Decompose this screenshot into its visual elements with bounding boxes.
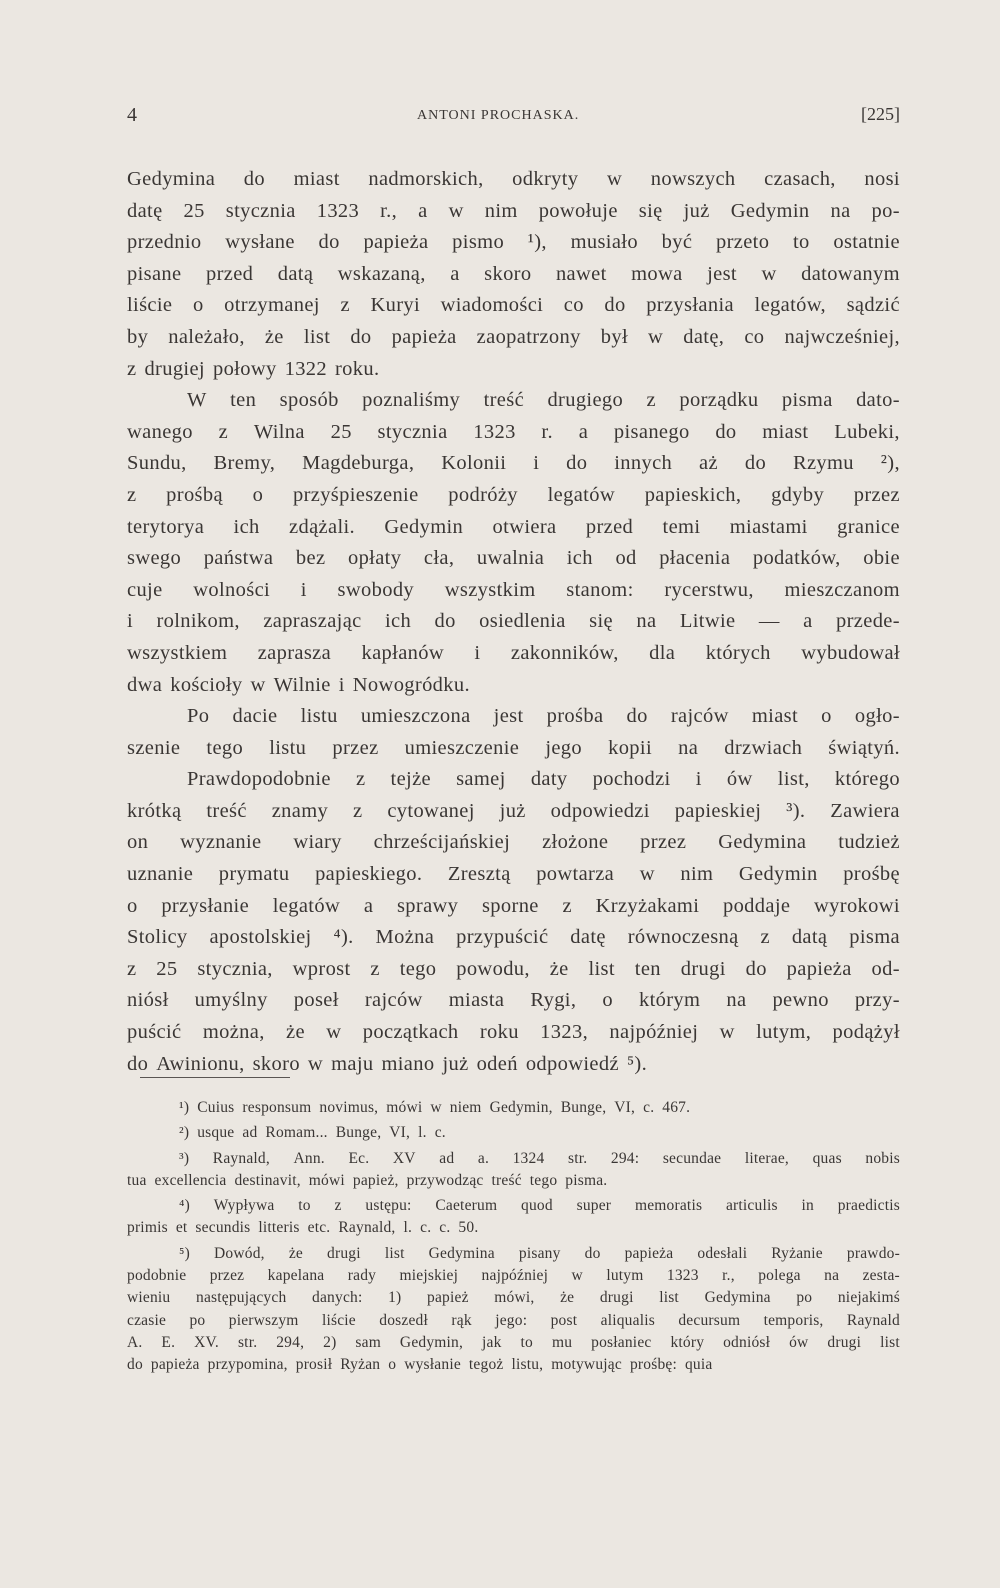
text-line: puścić można, że w początkach roku 1323, najpóźniej w lutym, podążył (127, 1021, 900, 1044)
footnote-line: wieniu następujących danych: 1) papież mówi, że drugi list Gedymina po niejakimś (127, 1289, 900, 1307)
footnote (127, 1243, 900, 1377)
footnote-line: A. E. XV. str. 294, 2) sam Gedymin, jak to mu posłaniec który odniósł ów drugi list (127, 1333, 900, 1351)
text-line: niósł umyślny poseł rajców miasta Rygi, o którym na pewno przy- (127, 989, 900, 1012)
text-line: szenie tego listu przez umieszczenie jego kopii na drzwiach świątyń. (127, 736, 900, 759)
text-line: i rolnikom, zapraszając ich do osiedlenia się na Litwie — a przede- (127, 610, 900, 633)
footnote (127, 1195, 900, 1240)
footnote-line: ³) Raynald, Ann. Ec. XV ad a. 1324 str. 294: secundae literae, quas nobis (179, 1149, 900, 1167)
footnote (127, 1097, 900, 1119)
footnote-line: czasie po pierwszym liście doszedł rąk jego: post aliqualis decursum temporis, Raynald (127, 1311, 900, 1329)
text-line: datę 25 stycznia 1323 r., a w nim powołuje się już Gedymin na po- (127, 199, 900, 222)
text-line: z 25 stycznia, wprost z tego powodu, że list ten drugi do papieża od- (127, 957, 900, 980)
footnote (127, 1148, 900, 1193)
footnote-line: ¹) Cuius responsum novimus, mówi w niem Gedymin, Bunge, VI, c. 467. (179, 1099, 691, 1116)
text-line: terytorya ich zdążali. Gedymin otwiera przed temi miastami granice (127, 515, 900, 538)
page-header (127, 104, 900, 130)
footnote-line: ⁴) Wypływa to z ustępu: Caeterum quod super memoratis articulis in praedictis (179, 1197, 900, 1215)
text-line: liście o otrzymanej z Kuryi wiadomości co do przysłania legatów, sądzić (127, 294, 900, 317)
text-line: Sundu, Bremy, Magdeburga, Kolonii i do innych aż do Rzymu ²), (127, 452, 900, 475)
footnote-line: ⁵) Dowód, że drugi list Gedymina pisany do papieża odesłali Ryżanie prawdo- (179, 1244, 900, 1262)
text-line: Po dacie listu umieszczona jest prośba do rajców miast o ogło- (187, 705, 900, 728)
text-line: on wyznanie wiary chrześcijańskiej złożone przez Gedymina tudzież (127, 831, 900, 854)
text-line: pisane przed datą wskazaną, a skoro nawet mowa jest w datowanym (127, 262, 900, 285)
text-line: z drugiej połowy 1322 roku. (127, 357, 380, 380)
text-line: wanego z Wilna 25 stycznia 1323 r. a pisanego do miast Lubeki, (127, 420, 900, 443)
text-line: Stolicy apostolskiej ⁴). Można przypuścić datę równoczesną z datą pisma (127, 926, 900, 949)
footnote-line: podobnie przez kapelana rady miejskiej najpóźniej w lutym 1323 r., polega na zesta- (127, 1267, 900, 1285)
text-line: cuje wolności i swobody wszystkim stanom: rycerstwu, mieszczanom (127, 578, 900, 601)
footnote-line: primis et secundis litteris etc. Raynald, l. c. c. 50. (127, 1219, 479, 1237)
running-title: ANTONI PROCHASKA. (417, 108, 580, 123)
footnotes (127, 1097, 900, 1380)
text-line: Gedymina do miast nadmorskich, odkryty w nowszych czasach, nosi (127, 168, 900, 190)
text-line: Prawdopodobnie z tejże samej daty pochodzi i ów list, którego (187, 768, 900, 791)
footnote-line: ²) usque ad Romam... Bunge, VI, l. c. (179, 1124, 446, 1142)
text-line: o przysłanie legatów a sprawy sporne z Krzyżakami poddaje wyrokowi (127, 894, 900, 917)
text-line: uznanie prymatu papieskiego. Zresztą powtarza w nim Gedymin prośbę (127, 863, 900, 886)
footnote-line: tua excellencia destinavit, mówi papież, przywodząc treść tego pisma. (127, 1171, 608, 1189)
page-number: 4 (127, 104, 137, 126)
text-line: krótką treść znamy z cytowanej już odpowiedzi papieskiej ³). Zawiera (127, 799, 900, 822)
footnote-rule (140, 1077, 290, 1078)
text-line: wszystkiem zaprasza kapłanów i zakonników, dla których wybudował (127, 641, 900, 664)
text-line: do Awinionu, skoro w maju miano już odeń odpowiedź ⁵). (127, 1052, 648, 1075)
text-line: z prośbą o przyśpieszenie podróży legatów papieskich, gdyby przez (127, 483, 900, 506)
text-line: swego państwa bez opłaty cła, uwalnia ich od płacenia podatków, obie (127, 547, 900, 570)
main-text (127, 164, 900, 1080)
text-line: by należało, że list do papieża zaopatrzony był w datę, co najwcześniej, (127, 325, 900, 348)
text-line: przednio wysłane do papieża pismo ¹), musiało być przeto to ostatnie (127, 231, 900, 254)
bracket-page-number: [225] (861, 104, 900, 124)
text-line: W ten sposób poznaliśmy treść drugiego z porządku pisma dato- (187, 389, 900, 412)
footnote-line: do papieża przypomina, prosił Ryżan o wysłanie tegoż listu, motywując prośbę: quia (127, 1356, 713, 1374)
footnote (127, 1122, 900, 1144)
text-line: dwa kościoły w Wilnie i Nowogródku. (127, 673, 470, 696)
